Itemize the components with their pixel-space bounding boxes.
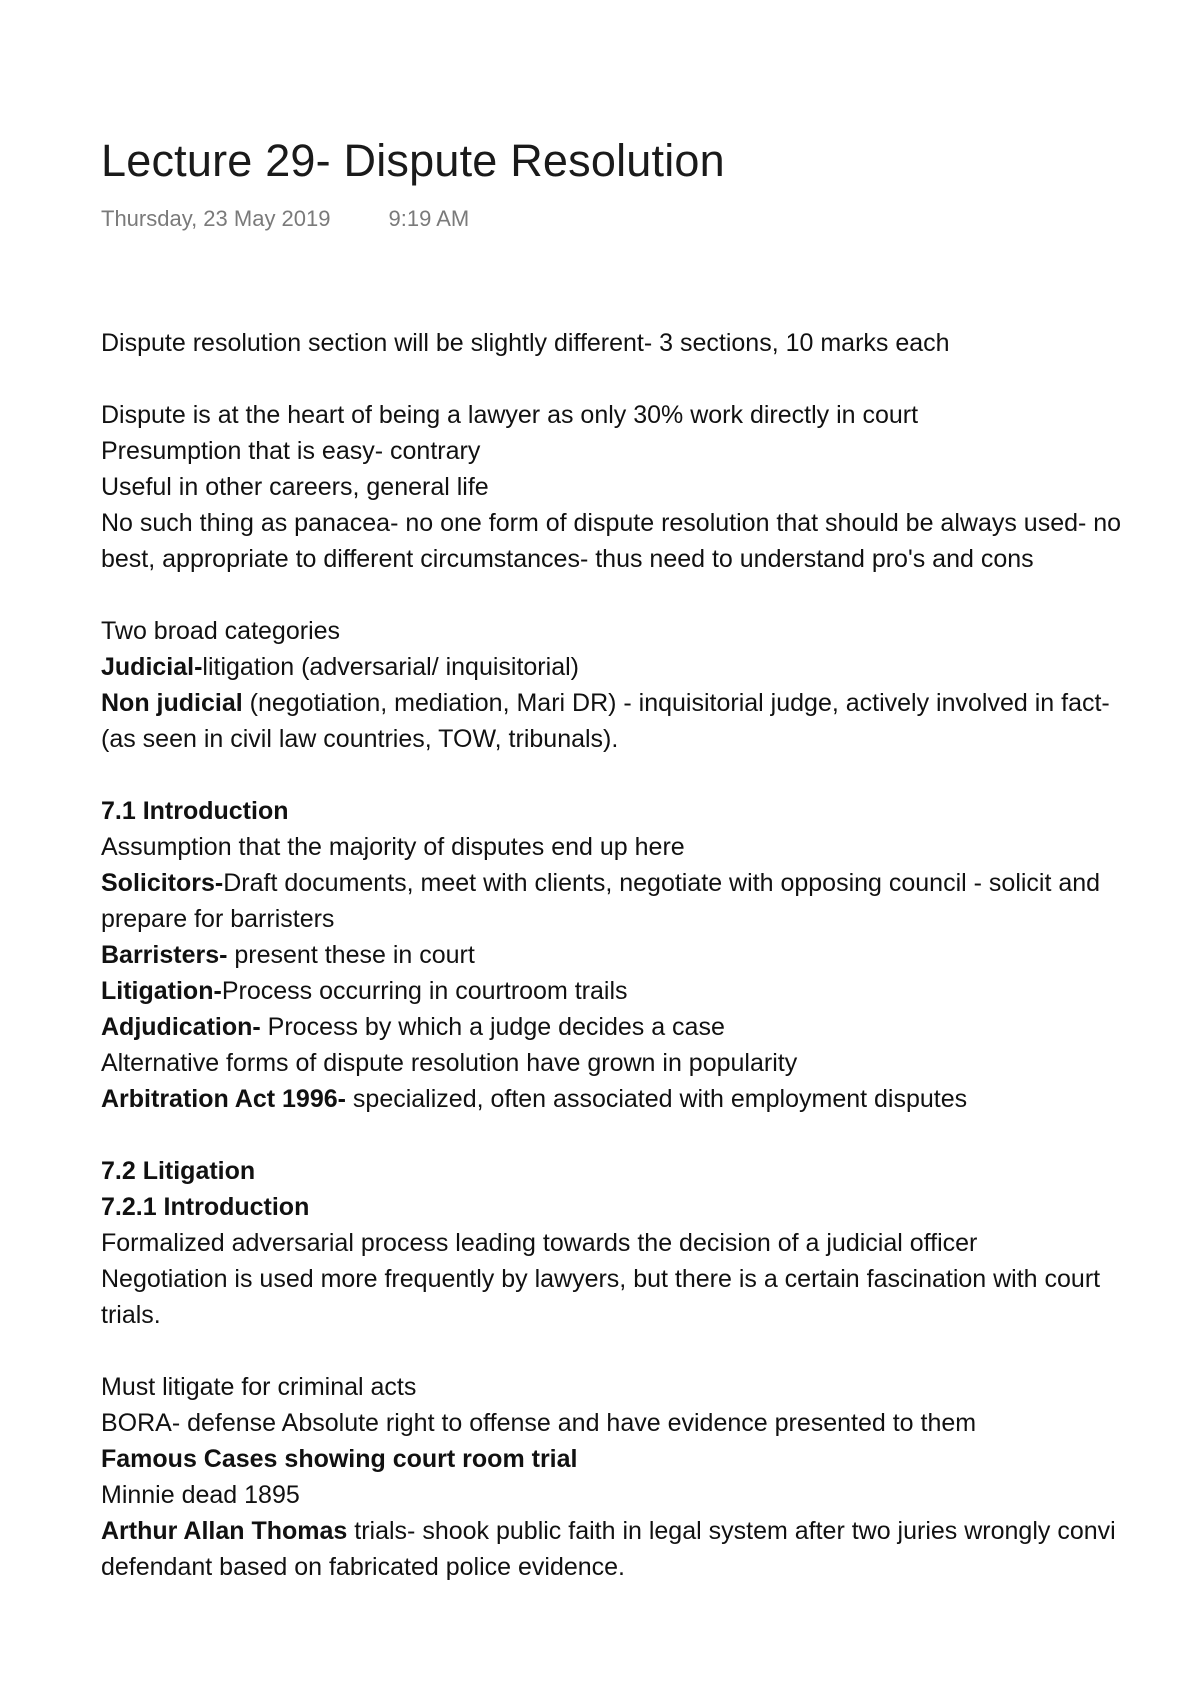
page-date: Thursday, 23 May 2019 <box>101 206 331 231</box>
paragraph-line: trials. <box>101 1301 161 1329</box>
paragraph-line: Negotiation is used more frequently by lawyers, but there is a certain fascination with court <box>101 1265 1101 1293</box>
subsection-heading: 7.2.1 Introduction <box>101 1193 310 1221</box>
paragraph-line: (as seen in civil law countries, TOW, tribunals). <box>101 725 619 753</box>
blank-line <box>101 1333 1200 1369</box>
paragraph-line: Alternative forms of dispute resolution have grown in popularity <box>101 1049 798 1077</box>
term-label: Litigation- <box>101 977 222 1005</box>
term-label: Arbitration Act 1996- <box>101 1085 346 1113</box>
term-text: specialized, often associated with employment disputes <box>345 1085 968 1113</box>
paragraph-line <box>101 649 1200 685</box>
paragraph-line <box>101 1513 1200 1549</box>
paragraph-line: Formalized adversarial process leading towards the decision of a judicial officer <box>101 1229 978 1257</box>
paragraph-line: Two broad categories <box>101 617 341 645</box>
paragraph-line <box>101 1009 1200 1045</box>
paragraph-line <box>101 1081 1200 1117</box>
paragraph-line: prepare for barristers <box>101 905 335 933</box>
term-text: trials- shook public faith in legal system after two juries wrongly convi <box>347 1517 1116 1545</box>
term-text: present these in court <box>227 941 475 969</box>
term-text: Process occurring in courtroom trails <box>221 977 628 1005</box>
term-text: Draft documents, meet with clients, negotiate with opposing council - solicit and <box>223 869 1101 897</box>
page-date-time <box>101 206 469 232</box>
page-time: 9:19 AM <box>388 206 470 231</box>
paragraph-line: Assumption that the majority of disputes end up here <box>101 833 685 861</box>
term-text: (negotiation, mediation, Mari DR) - inquisitorial judge, actively involved in fact- <box>242 689 1110 717</box>
paragraph-line: Must litigate for criminal acts <box>101 1373 417 1401</box>
notes-body <box>101 325 1200 1585</box>
paragraph-line <box>101 973 1200 1009</box>
section-heading: 7.1 Introduction <box>101 797 289 825</box>
paragraph-line <box>101 865 1200 901</box>
section-heading: 7.2 Litigation <box>101 1157 256 1185</box>
term-label: Judicial- <box>101 653 203 681</box>
paragraph-line: No such thing as panacea- no one form of dispute resolution that should be always used- no <box>101 509 1122 537</box>
term-label: Barristers- <box>101 941 228 969</box>
paragraph-line: Useful in other careers, general life <box>101 473 489 501</box>
paragraph-heading: Famous Cases showing court room trial <box>101 1445 578 1473</box>
blank-line <box>101 757 1200 793</box>
paragraph-line: best, appropriate to different circumstances- thus need to understand pro's and cons <box>101 545 1034 573</box>
paragraph-line <box>101 937 1200 973</box>
term-text: Process by which a judge decides a case <box>260 1013 725 1041</box>
blank-line <box>101 577 1200 613</box>
paragraph-line: Dispute resolution section will be slightly different- 3 sections, 10 marks each <box>101 329 950 357</box>
term-label: Arthur Allan Thomas <box>101 1517 348 1545</box>
paragraph-line <box>101 685 1200 721</box>
paragraph-line: BORA- defense Absolute right to offense and have evidence presented to them <box>101 1409 977 1437</box>
paragraph-line: defendant based on fabricated police evidence. <box>101 1553 625 1581</box>
term-label: Solicitors- <box>101 869 224 897</box>
paragraph-line: Minnie dead 1895 <box>101 1481 300 1509</box>
blank-line <box>101 1117 1200 1153</box>
blank-line <box>101 361 1200 397</box>
paragraph-line: Dispute is at the heart of being a lawyer as only 30% work directly in court <box>101 401 919 429</box>
term-text: litigation (adversarial/ inquisitorial) <box>202 653 579 681</box>
term-label: Non judicial <box>101 689 243 717</box>
term-label: Adjudication- <box>101 1013 261 1041</box>
page-title: Lecture 29- Dispute Resolution <box>101 135 725 186</box>
paragraph-line: Presumption that is easy- contrary <box>101 437 481 465</box>
